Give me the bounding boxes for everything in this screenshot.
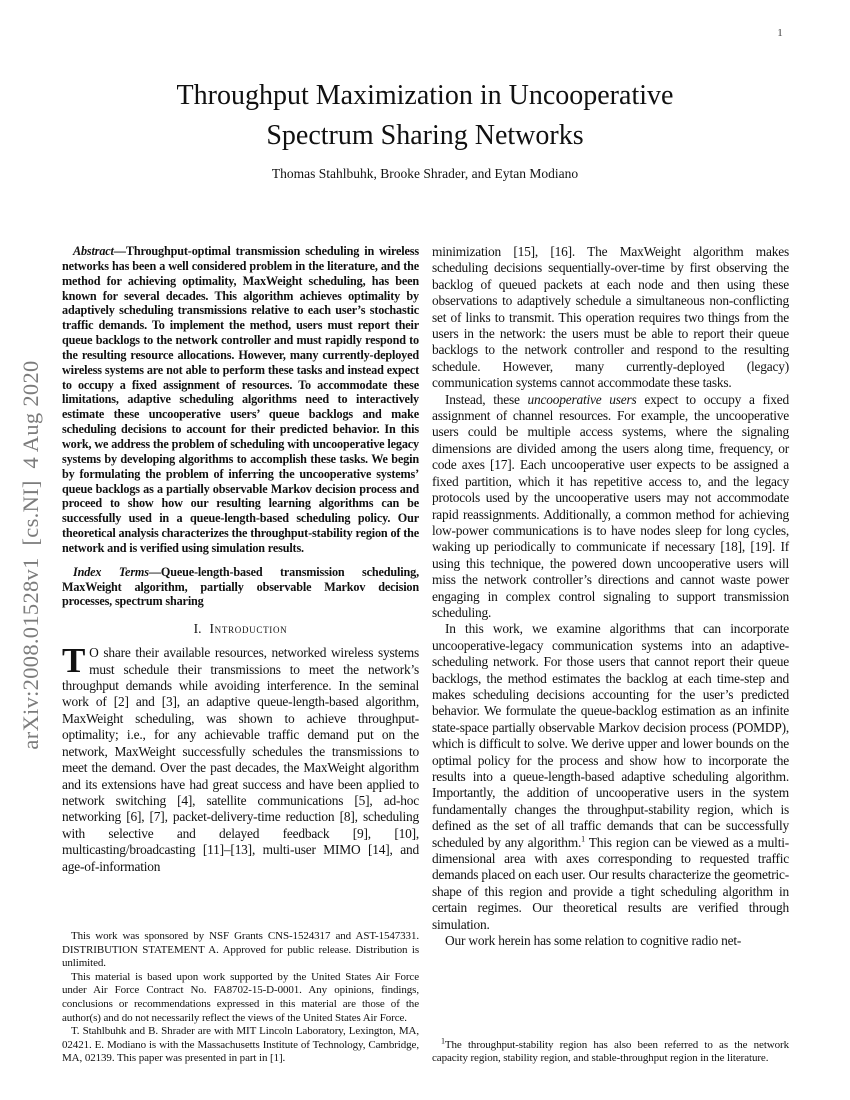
intro-dropcap: T bbox=[62, 641, 86, 681]
body-paragraph-minimization: minimization [15], [16]. The MaxWeight algorithm makes scheduling decisions sequentially-over-time by first observing the backlog of queued packets at each node and then using these observations to adaptively schedule a simultaneous non-conflicting set of links to transmit. This operation requires two things from the users in the network: the users must be able to report their queue backlogs to the network controller and respond to the resulting schedule. However, many currently-deployed (legacy) communication systems cannot accommodate these tasks. bbox=[432, 244, 789, 391]
right-column bbox=[432, 244, 789, 1066]
paper-title bbox=[0, 76, 850, 156]
authors: Thomas Stahlbuhk, Brooke Shrader, and Eytan Modiano bbox=[271, 166, 579, 181]
title-line-1: Throughput Maximization in Uncooperative bbox=[176, 80, 674, 111]
emphasis-uncooperative-users: uncooperative users bbox=[527, 391, 637, 407]
section-title: Introduction bbox=[209, 621, 288, 637]
footnote-funding: This work was sponsored by NSF Grants CNS-1524317 and AST-1547331. DISTRIBUTION STATEMENT A. Approved for public release. Distribution is unlimited. bbox=[62, 930, 419, 970]
index-terms-paragraph bbox=[62, 565, 419, 610]
section-heading-introduction bbox=[62, 621, 419, 637]
paragraph-text: Instead, these bbox=[445, 391, 528, 407]
paragraph-text: This region can be viewed as a multi-dimensional area with axes corresponding to requested traffic demands placed on each user. Our results characterize the geometric-shape of this region and provide a tight scheduling algorithm in certain regimes. Our theoretical results are verified through simulation. bbox=[432, 834, 789, 932]
footnote-reference-1: 1 bbox=[581, 834, 585, 844]
body-paragraph-this-work bbox=[432, 621, 789, 933]
footnote-marker-1: 1 bbox=[441, 1036, 445, 1046]
footnote-disclaimer: This material is based upon work supported by the United States Air Force under Air Force Contract No. FA8702-15-D-0001. Any opinions, findings, conclusions or recommendations expressed in this material are those of the author(s) and do not necessarily reflect the views of the United States Air Force. bbox=[62, 970, 419, 1024]
footnote-stability-region bbox=[432, 1036, 789, 1066]
body-paragraph-cognitive-radio: Our work herein has some relation to cognitive radio net- bbox=[445, 933, 742, 949]
abstract-lead: Abstract bbox=[73, 244, 114, 258]
abstract-text: —Throughput-optimal transmission scheduling in wireless networks has been a well considered problem in the literature, and the method for achieving optimality, MaxWeight scheduling, has been known for several decades. This algorithm achieves optimality by adaptively scheduling transmissions relative to each user’s stochastic traffic demands. To implement the method, users must report their queue backlogs to the network controller and must rapidly respond to the resulting resource allocations. However, many currently-deployed wireless systems are not able to perform these tasks and instead expect to occupy a fixed assignment of resources. To accommodate these limitations, adaptive scheduling algorithms need to interactively estimate these uncooperative users’ queue backlogs and make scheduling decisions to account for their predicted behavior. In this work, we address the problem of scheduling with uncooperative legacy systems by developing algorithms to accomplish these tasks. We begin by formulating the problem of inferring the uncooperative systems’ queue backlogs as a partially observable Markov decision process and proceed to show how our resulting learning algorithms can be successfully used in a queue-length-based scheduling policy. Our theoretical analysis characterizes the throughput-stability region of the network and is verified using simulation results. bbox=[62, 244, 420, 555]
left-column bbox=[62, 244, 419, 1066]
body-paragraph-uncooperative bbox=[432, 392, 789, 622]
right-footnote bbox=[432, 1036, 789, 1066]
intro-paragraph-text: O share their available resources, networked wireless systems must schedule their transmissions to meet the network’s throughput demands while avoiding interference. In the seminal work of [2] and [3], an adaptive queue-length-based algorithm, MaxWeight scheduling, was shown to achieve throughput-optimality; i.e., for any achievable traffic demand put on the network, MaxWeight successfully schedules the transmissions to meet the demand. Over the past decades, the MaxWeight algorithm and its extensions have had great success and have been applied to network switching [4], satellite communications [5], ad-hoc networking [6], [7], packet-delivery-time reduction [8], scheduling with selective and delayed feedback [9], [10], multicasting/broadcasting [11]–[13], multi-user MIMO [14], and age-of-information bbox=[62, 645, 419, 874]
index-terms-text: —Queue-length-based transmission scheduling, MaxWeight algorithm, partially observable Markov decision processes, spectrum sharing bbox=[62, 564, 419, 609]
intro-paragraph bbox=[62, 641, 419, 875]
index-terms-lead: Index Terms bbox=[73, 564, 149, 579]
abstract-paragraph bbox=[62, 244, 419, 556]
paragraph-text: In this work, we examine algorithms that can incorporate uncooperative-legacy communication systems into an adaptive-scheduling network. For those users that cannot report their queue backlogs, the method estimates the backlog at each time-step and makes scheduling decisions accounting for the user’s predicted behavior. We formulate the queue-backlog estimation as an infinite state-space partially observable Markov decision process (POMDP), which is difficult to solve. We derive upper and lower bounds on the optimal policy for the process and show how to incorporate the results into a queue-length-based adaptive scheduling algorithm. Importantly, the addition of uncooperative users in the system fundamentally changes the throughput-stability region, which is defined as the set of all traffic demands that can be successfully scheduled by any algorithm. bbox=[432, 621, 789, 850]
page-number: 1 bbox=[777, 27, 783, 39]
section-number: I. bbox=[193, 621, 202, 637]
arxiv-watermark: arXiv:2008.01528v1 [cs.NI] 4 Aug 2020 bbox=[18, 360, 43, 750]
paragraph-text: expect to occupy a fixed assignment of channel resources. For example, the uncooperative users could be multiple access systems, where the signaling dimensions are divided among the users along time, frequency, or code axes [17]. Each uncooperative user expects to be assigned a fixed partition, which it has repetitive access to, and the legacy protocols used by the uncooperative users may not accommodate rapid reassignments. Additionally, a common method for achieving low-power communications is to have nodes sleep for long cycles, waking up periodically to communicate if necessary [18], [19]. If using this technique, the powered down uncooperative users will miss the network controller’s directions and cannot waste power engaging in complex control signaling to support transmission scheduling. bbox=[432, 391, 789, 620]
footnote-text: The throughput-stability region has also been referred to as the network capacity region, stability region, and stable-throughput region in the literature. bbox=[432, 1038, 789, 1065]
title-line-2: Spectrum Sharing Networks bbox=[266, 120, 584, 151]
left-footnotes bbox=[62, 930, 419, 1066]
footnote-affiliations: T. Stahlbuhk and B. Shrader are with MIT Lincoln Laboratory, Lexington, MA, 02421. E. Modiano is with the Massachusetts Institute of Technology, Cambridge, MA, 02139. This paper was presented in part in [1]. bbox=[62, 1025, 419, 1065]
